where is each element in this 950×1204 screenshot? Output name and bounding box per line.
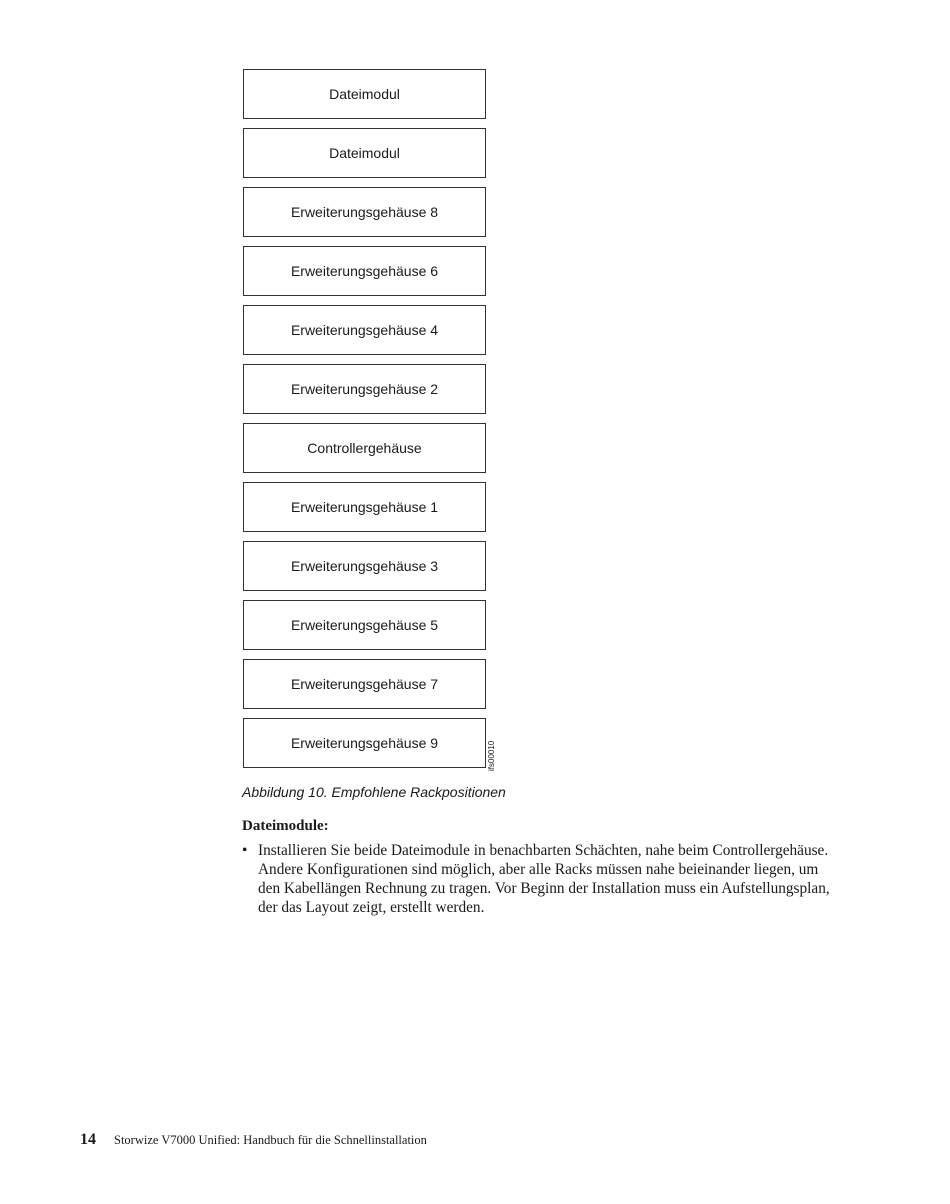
- rack-unit: Controllergehäuse: [243, 423, 486, 473]
- rack-unit: Dateimodul: [243, 128, 486, 178]
- rack-unit: Erweiterungsgehäuse 4: [243, 305, 486, 355]
- bullet-icon: •: [242, 842, 248, 859]
- rack-unit: Erweiterungsgehäuse 8: [243, 187, 486, 237]
- bullet-list: [242, 841, 842, 917]
- bullet-text: Installieren Sie beide Dateimodule in benachbarten Schächten, nahe beim Controllergehäuse. Andere Konfigurationen sind möglich, aber alle Racks müssen nahe beieinander liegen, um den Kabellängen Rechnung zu tragen. Vor Beginn der Installation muss ein Aufstellungsplan, der das Layout zeigt, erstellt werden.: [258, 842, 830, 916]
- rack-unit: Erweiterungsgehäuse 3: [243, 541, 486, 591]
- rack-position-diagram: [243, 69, 488, 777]
- page-number: 14: [80, 1131, 96, 1148]
- rack-unit: Erweiterungsgehäuse 9: [243, 718, 486, 768]
- footer-title: Storwize V7000 Unified: Handbuch für die Schnellinstallation: [114, 1133, 427, 1147]
- rack-unit: Erweiterungsgehäuse 6: [243, 246, 486, 296]
- rack-unit: Dateimodul: [243, 69, 486, 119]
- rack-unit: Erweiterungsgehäuse 2: [243, 364, 486, 414]
- rack-unit: Erweiterungsgehäuse 1: [243, 482, 486, 532]
- rack-unit: Erweiterungsgehäuse 5: [243, 600, 486, 650]
- page-footer: [80, 1131, 427, 1149]
- rack-unit: Erweiterungsgehäuse 7: [243, 659, 486, 709]
- figure-caption: Abbildung 10. Empfohlene Rackpositionen: [242, 784, 506, 800]
- section-heading: Dateimodule:: [242, 818, 329, 834]
- figure-id: ifs00010: [487, 740, 496, 771]
- list-item: [242, 841, 842, 917]
